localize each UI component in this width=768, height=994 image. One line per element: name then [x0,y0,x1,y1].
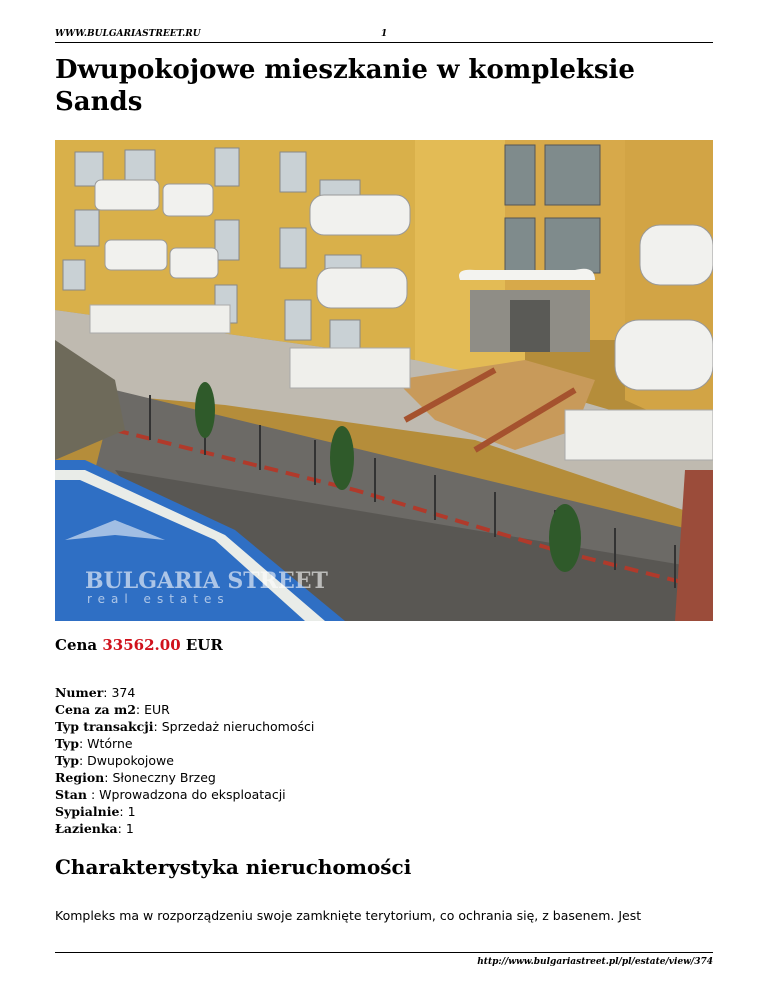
price-value: 33562.00 [102,636,181,654]
detail-value: Sprzedaż nieruchomości [161,719,315,734]
page-title: Dwupokojowe mieszkanie w kompleksie Sands [55,55,635,117]
page-header [55,28,713,43]
price-currency: EUR [185,636,223,654]
detail-value: Wprowadzona do eksploatacji [99,787,286,802]
detail-label: Region [55,770,105,785]
header-site: WWW.BULGARIASTREET.RU [55,29,201,39]
detail-row: Typ transakcji: Sprzedaż nieruchomości [55,719,315,734]
detail-value: Słoneczny Brzeg [112,770,216,785]
property-details [55,684,314,837]
detail-label: Numer [55,685,104,700]
detail-label: Cena za m2 [55,702,136,717]
page-footer [55,952,713,971]
detail-label: Typ [55,753,79,768]
detail-value: EUR [144,702,170,717]
property-photo-illustration [55,140,713,621]
detail-row: Numer: 374 [55,685,136,700]
watermark-sub: real estates [87,592,230,606]
detail-label: Typ [55,736,79,751]
detail-row: Typ: Wtórne [55,736,133,751]
detail-label: Sypialnie [55,804,120,819]
detail-value: 1 [127,804,136,819]
detail-row: Stan : Wprowadzona do eksploatacji [55,787,286,802]
price-label: Cena [55,636,98,654]
detail-row: Region: Słoneczny Brzeg [55,770,216,785]
detail-label: Typ transakcji [55,719,154,734]
detail-label: Łazienka [55,821,118,836]
detail-label: Stan [55,787,87,802]
description-text: Kompleks ma w rozporządzeniu swoje zamknięte terytorium, co ochrania się, z basenem. Jest [55,908,642,923]
detail-value: 374 [111,685,136,700]
property-photo [55,140,713,621]
footer-url[interactable]: http://www.bulgariastreet.pl/pl/estate/view/374 [477,957,713,967]
detail-value: Dwupokojowe [87,753,174,768]
section-title: Charakterystyka nieruchomości [55,855,412,879]
detail-value: 1 [125,821,134,836]
detail-row: Sypialnie: 1 [55,804,136,819]
detail-row: Cena za m2: EUR [55,702,170,717]
watermark-brand: BULGARIA STREET [85,568,328,594]
header-page-number: 1 [381,29,388,39]
detail-row: Łazienka: 1 [55,821,134,836]
price-line [55,636,223,654]
detail-value: Wtórne [87,736,133,751]
detail-row: Typ: Dwupokojowe [55,753,174,768]
